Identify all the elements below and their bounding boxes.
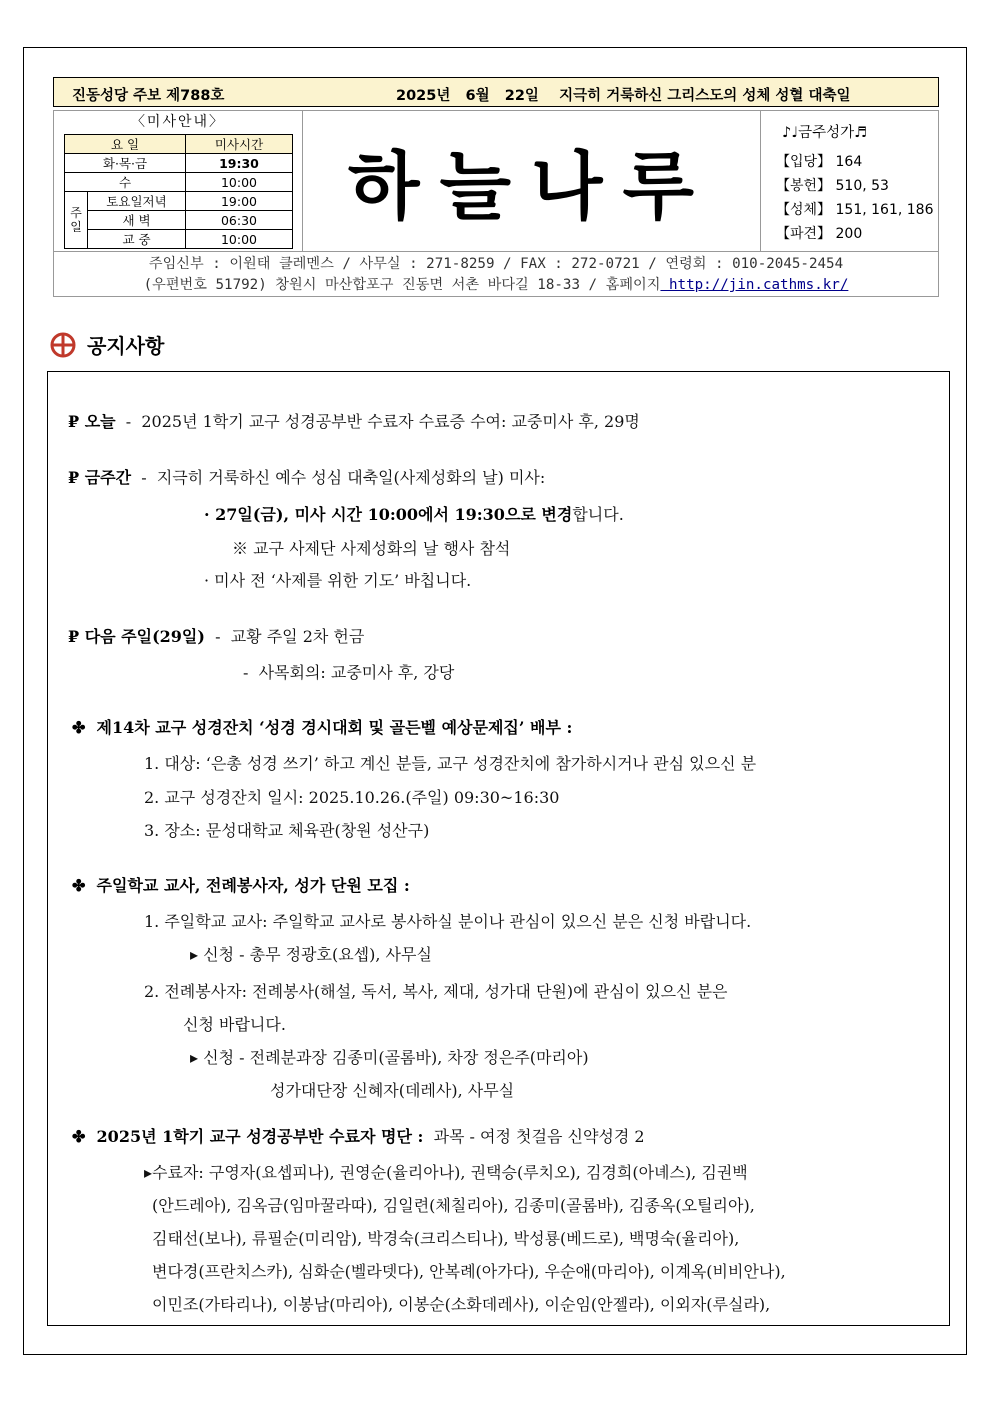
- main-label: 교 중: [88, 230, 186, 249]
- sat-label: 토요일저녁: [88, 192, 186, 211]
- recruit-item-2-cont: 신청 바랍니다.: [183, 1015, 286, 1034]
- graduates-line: 이민조(가타리나), 이봉남(마리아), 이봉순(소화데레사), 이순임(안젤라), 이외자(루실라),: [152, 1295, 771, 1314]
- cross-circle-icon: [49, 331, 77, 359]
- wed-label: 수: [65, 173, 186, 192]
- mass-schedule-title: 〈미사안내〉: [130, 114, 226, 130]
- contact-line-2: (우편번호 51792) 창원시 마산합포구 진동면 서촌 바다길 18-33 / 홈페이지 http://jin.cathms.kr/: [143, 277, 849, 293]
- notice-heading: [49, 330, 164, 359]
- notice-next-sunday-2: - 사목회의: 교중미사 후, 강당: [243, 663, 455, 682]
- homepage-link[interactable]: http://jin.cathms.kr/: [660, 277, 849, 293]
- contact-line-1: 주임신부 : 이원태 클레멘스 / 사무실 : 271-8259 / FAX : 272-0721 / 연령회 : 010-2045-2454: [148, 256, 844, 272]
- bulletin-issue: 진동성당 주보 제788호: [72, 88, 225, 104]
- main-time: 10:00: [186, 230, 293, 249]
- bulletin-title: 하늘나루: [302, 111, 761, 251]
- recruit-item-2: 2. 전례봉사자: 전례봉사(해설, 독서, 복사, 제대, 성가대 단원)에 관심이 있으신 분은: [144, 982, 728, 1001]
- wed-time: 10:00: [186, 173, 293, 192]
- sunday-label: 주일: [65, 192, 88, 249]
- recruit-item-2-apply: ▸ 신청 - 전례분과장 김종미(골롬바), 차장 정은주(마리아): [190, 1048, 589, 1067]
- notice-week-sub3: · 미사 전 ‘사제를 위한 기도’ 바칩니다.: [204, 571, 472, 590]
- recruit-item-1: 1. 주일학교 교사: 주일학교 교사로 봉사하실 분이나 관심이 있으신 분은 신청 바랍니다.: [144, 912, 752, 931]
- sat-time: 19:00: [186, 192, 293, 211]
- dawn-label: 새 벽: [88, 211, 186, 230]
- recruit-heading: ✤ 주일학교 교사, 전례봉사자, 성가 단원 모집 :: [72, 876, 410, 895]
- masthead: [53, 110, 939, 252]
- hymn-title: ♪♩금주성가♬: [782, 125, 868, 141]
- notice-next-sunday: ₽ 다음 주일(29일) - 교황 주일 2차 헌금: [68, 627, 365, 646]
- graduates-line: (안드레아), 김옥금(임마꿀라따), 김일련(체칠리아), 김종미(골롬바), 김종옥(오틸리아),: [152, 1196, 755, 1215]
- notice-week-sub1: · 27일(금), 미사 시간 10:00에서 19:30으로 변경합니다.: [204, 505, 624, 524]
- col-day: 요 일: [65, 135, 186, 154]
- notice-week-sub2: ※ 교구 사제단 사제성화의 날 행사 참석: [232, 539, 511, 558]
- graduates-line: ▸수료자: 구영자(요셉피나), 권영순(율리아나), 권택승(루치오), 김경희(아녜스), 김권백: [144, 1163, 748, 1182]
- bible-item-1: 1. 대상: ‘은총 성경 쓰기’ 하고 계신 분들, 교구 성경잔치에 참가하시거나 관심 있으신 분: [144, 754, 757, 773]
- hymn-row: 【성체】 151, 161, 186: [776, 202, 934, 218]
- col-time: 미사시간: [186, 135, 293, 154]
- recruit-item-1-apply: ▸ 신청 - 총무 정광호(요셉), 사무실: [190, 945, 432, 964]
- bulletin-date-title: 2025년 6월 22일 지극히 거룩하신 그리스도의 성체 성혈 대축일: [396, 88, 851, 104]
- graduates-heading: ✤ 2025년 1학기 교구 성경공부반 수료자 명단 : 과목 - 여정 첫걸음 신약성경 2: [72, 1127, 645, 1146]
- graduates-line: 김태선(보나), 류필순(미리암), 박경숙(크리스티나), 박성룡(베드로), 백명숙(율리아),: [152, 1229, 740, 1248]
- weekday-label: 화·목·금: [65, 154, 186, 173]
- hymn-row: 【입당】 164: [776, 154, 863, 170]
- hymn-row: 【파견】 200: [776, 226, 863, 242]
- recruit-item-2-apply-cont: 성가대단장 신혜자(데레사), 사무실: [270, 1081, 515, 1100]
- contact-info: [53, 252, 939, 297]
- graduates-line: 변다경(프란치스카), 심화순(벨라뎃다), 안복례(아가다), 우순애(마리아), 이계옥(비비안나),: [152, 1262, 786, 1281]
- bible-item-2: 2. 교구 성경잔치 일시: 2025.10.26.(주일) 09:30~16:30: [144, 788, 560, 807]
- notice-today: ₽ 오늘 - 2025년 1학기 교구 성경공부반 수료자 수료증 수여: 교중미사 후, 29명: [68, 412, 640, 431]
- bible-festival-heading: ✤ 제14차 교구 성경잔치 ‘성경 경시대회 및 골든벨 예상문제집’ 배부 :: [72, 718, 573, 737]
- dawn-time: 06:30: [186, 211, 293, 230]
- mass-schedule-table: [64, 134, 293, 249]
- header-bar: [53, 77, 939, 107]
- notice-title: 공지사항: [87, 334, 165, 358]
- notice-week: ₽ 금주간 - 지극히 거룩하신 예수 성심 대축일(사제성화의 날) 미사:: [68, 468, 546, 487]
- weekday-time: 19:30: [186, 154, 293, 173]
- hymn-row: 【봉헌】 510, 53: [776, 178, 889, 194]
- mass-schedule: [54, 111, 303, 251]
- bible-item-3: 3. 장소: 문성대학교 체육관(창원 성산구): [144, 821, 430, 840]
- hymn-box: [760, 111, 938, 251]
